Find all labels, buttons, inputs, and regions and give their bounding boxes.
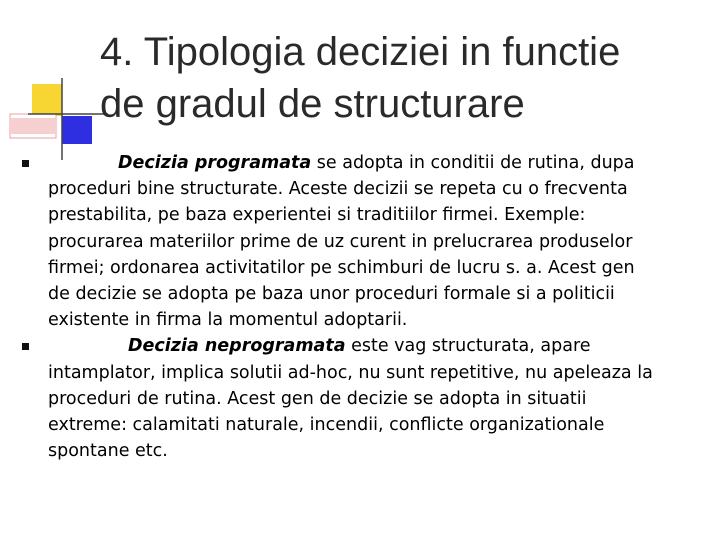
list-item-line: extreme: calamitati naturale, incendii, conflicte organizationale	[48, 415, 605, 436]
list-item-text: este vag structurata, apare	[345, 336, 591, 357]
bullet-icon	[22, 343, 29, 350]
list-item-line: intamplator, implica solutii ad-hoc, nu sunt repetitive, nu apeleaza la	[48, 362, 653, 383]
blue-square	[62, 116, 92, 144]
list-item-line: spontane etc.	[48, 441, 168, 462]
list-item-line: proceduri de rutina. Acest gen de decizie se adopta in situatii	[48, 388, 587, 409]
bullet-list	[20, 150, 710, 464]
list-item-line: prestabilita, pe baza experientei si traditiilor firmei. Exemple:	[48, 205, 586, 226]
list-item-first-line	[48, 150, 710, 176]
list-item-line: procurarea materiilor prime de uz curent in prelucrarea produselor	[48, 231, 633, 252]
title-line-2: de gradul de structurare	[100, 82, 525, 126]
term-label: Decizia neprogramata	[128, 336, 346, 357]
list-item	[20, 150, 710, 333]
list-item	[20, 333, 710, 464]
red-bar-fill	[11, 118, 55, 134]
bullet-icon	[22, 160, 29, 167]
list-item-line: firmei; ordonarea activitatilor pe schimburi de lucru s. a. Acest gen	[48, 257, 635, 278]
list-item-line: de decizie se adopta pe baza unor proceduri formale si a politicii	[48, 284, 615, 305]
title-line-1: 4. Tipologia deciziei in functie	[100, 30, 621, 74]
list-item-first-line	[48, 333, 710, 359]
yellow-square	[32, 84, 62, 116]
decorative-corner-graphic	[0, 0, 110, 170]
list-item-line: existente in firma la momentul adoptarii.	[48, 310, 408, 331]
slide-title	[100, 26, 710, 130]
list-item-text: se adopta in conditii de rutina, dupa	[311, 153, 635, 173]
list-item-line: proceduri bine structurate. Aceste decizii se repeta cu o frecventa	[48, 179, 628, 200]
term-label: Decizia programata	[118, 153, 312, 173]
